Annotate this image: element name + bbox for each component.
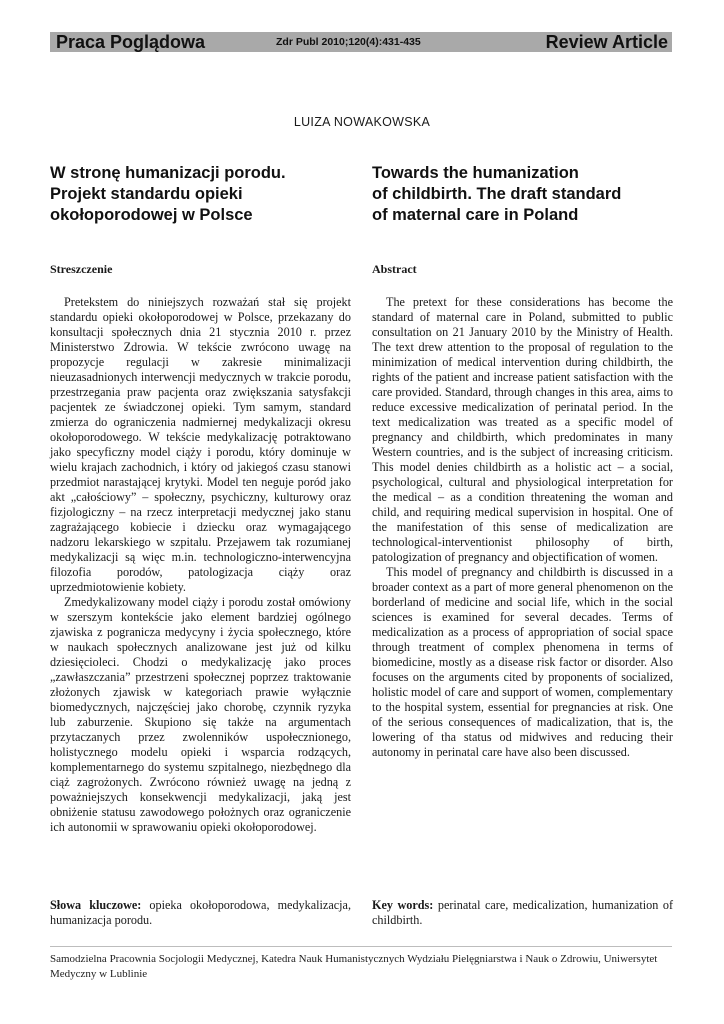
streszczenie-body <box>50 295 351 835</box>
footer-divider <box>50 946 672 947</box>
article-type-english: Review Article <box>545 32 668 52</box>
abstract-paragraph: The pretext for these considerations has become the standard of maternal care in Poland, submitted to public consultation on 21 January 2010 by the Ministry of Health. The text drew attention to the proposal of regulation to the minimization of medical intervention during childbirth, the rights of the patient and increase patient satisfaction with the care provided. Standard, through changes in this area, aims to reduce excessive medicalization of perinatal period. In the text medicalization was treated as a specific model of pregnancy and childbirth, which predominates in many Western countries, and is the subject of increasing criticism. This model denies childbirth as a holistic act – a social, psychological, cultural and physiological interpretation for the medical – as a condition threatening the woman and child, and requiring medical supervision in hospital. One of the manifestation of this sense of medicalization are technological-interventionist philosophy of birth, patologization of pregnancy and objectification of women. <box>372 295 673 564</box>
keywords-english <box>372 898 673 928</box>
keywords-polish-text: opieka okołoporodowa, medykalizacja, humanizacja porodu. <box>50 898 351 927</box>
heading-abstract: Abstract <box>372 262 417 276</box>
author-affiliation: Samodzielna Pracownia Socjologii Medycznej, Katedra Nauk Humanistycznych Wydziału Pielęgniarstwa i Nauk o Zdrowiu, Uniwersytet Medyczny w Lublinie <box>50 953 658 980</box>
keywords-polish <box>50 898 351 928</box>
journal-citation: Zdr Publ 2010;120(4):431-435 <box>276 36 421 48</box>
streszczenie-paragraph: Pretekstem do niniejszych rozważań stał się projekt standardu opieki okołoporodowej w Polsce, przekazany do konsultacji społecznych dnia 21 stycznia 2010 r. przez Ministerstwo Zdrowia. W tekście zwrócono uwagę na propozycje regulacji w zakresie minimalizacji nieuzasadnionych interwencji medycznych w trakcie porodu, przestrzegania praw pacjenta oraz zwiększania satysfakcji pacjentek ze świadczonej opieki. Tym samym, standard zmierza do ograniczenia nadmiernej medykalizacji okresu okołoporodowego. W tekście medykalizację potraktowano jako specyficzny model ciąży i porodu, który dominuje w wielu krajach zachodnich, i który od jakiegoś czasu stanowi przedmiot narastającej krytyki. Model ten neguje poród jako akt „całościowy” – społeczny, psychiczny, kulturowy oraz fizjologiczny – na rzecz interpretacji medycznej jako stanu zagrażającego kobiecie i dziecku oraz wymagającego nadzoru lekarskiego w szpitalu. Przejawem tak rozumianej medykalizacji są więc m.in. technologiczno-interwencyjna filozofia porodów, patologizacja ciąży oraz uprzedmiotowienie kobiety. <box>50 295 351 594</box>
keywords-polish-label: Słowa kluczowe: <box>50 898 142 912</box>
streszczenie-paragraph: Zmedykalizowany model ciąży i porodu został omówiony w szerszym kontekście jako element bardziej ogólnego zjawiska z pogranicza medycyny i życia społecznego, które w naukach społecznych analizowane jest już od kilku dziesięcioleci. Chodzi o medykalizację jako proces „zawłaszczania” przestrzeni społecznej poprzez traktowanie złożonych zjawisk w kategoriach prawie wyłącznie biomedycznych, najczęściej jako chorobę, czynnik ryzyka lub zaburzenie. Skupiono się także na argumentach przytaczanych przez zwolenników uspołecznionego, holistycznego modelu opieki i wsparcia rodzących, komplementarnego do systemu szpitalnego, niezbędnego dla ciąż zagrożonych. Zwrócono również uwagę na jedną z poważniejszych konsekwencji medykalizacji, jaką jest obniżenie statusu zawodowego położnych oraz ograniczenie ich autonomii w sprawowaniu opieki okołoporodowej. <box>50 595 351 834</box>
journal-header-bar <box>50 32 672 52</box>
article-type-polish: Praca Poglądowa <box>56 32 206 52</box>
title-english: Towards the humanization of childbirth. The draft standard of maternal care in Poland <box>372 164 622 224</box>
keywords-english-text: perinatal care, medicalization, humanization of childbirth. <box>372 898 673 927</box>
keywords-english-label: Key words: <box>372 898 434 912</box>
title-polish: W stronę humanizacji porodu. Projekt standardu opieki okołoporodowej w Polsce <box>50 164 286 224</box>
abstract-body <box>372 295 673 760</box>
abstract-paragraph: This model of pregnancy and childbirth is discussed in a broader context as a part of more general phenomenon on the borderland of medicine and social life, which in the social sciences is examined for several decades. Terms of medicalization as a process of appropriation of social space through treatment of complex phenomena in terms of biomedicine, mostly as a disease risk factor or disorder. Also focuses on the arguments cited by proponents of socialized, holistic model of care and support of women, complementary to the hospital system, essential for pregnancies at risk. One of the serious consequences of madicalization, that is, the lowering of tha status od midwives and reducing their autonomy in perinatal care have also been discussed. <box>372 565 673 759</box>
author-name: LUIZA NOWAKOWSKA <box>293 115 431 129</box>
heading-streszczenie: Streszczenie <box>50 262 113 276</box>
